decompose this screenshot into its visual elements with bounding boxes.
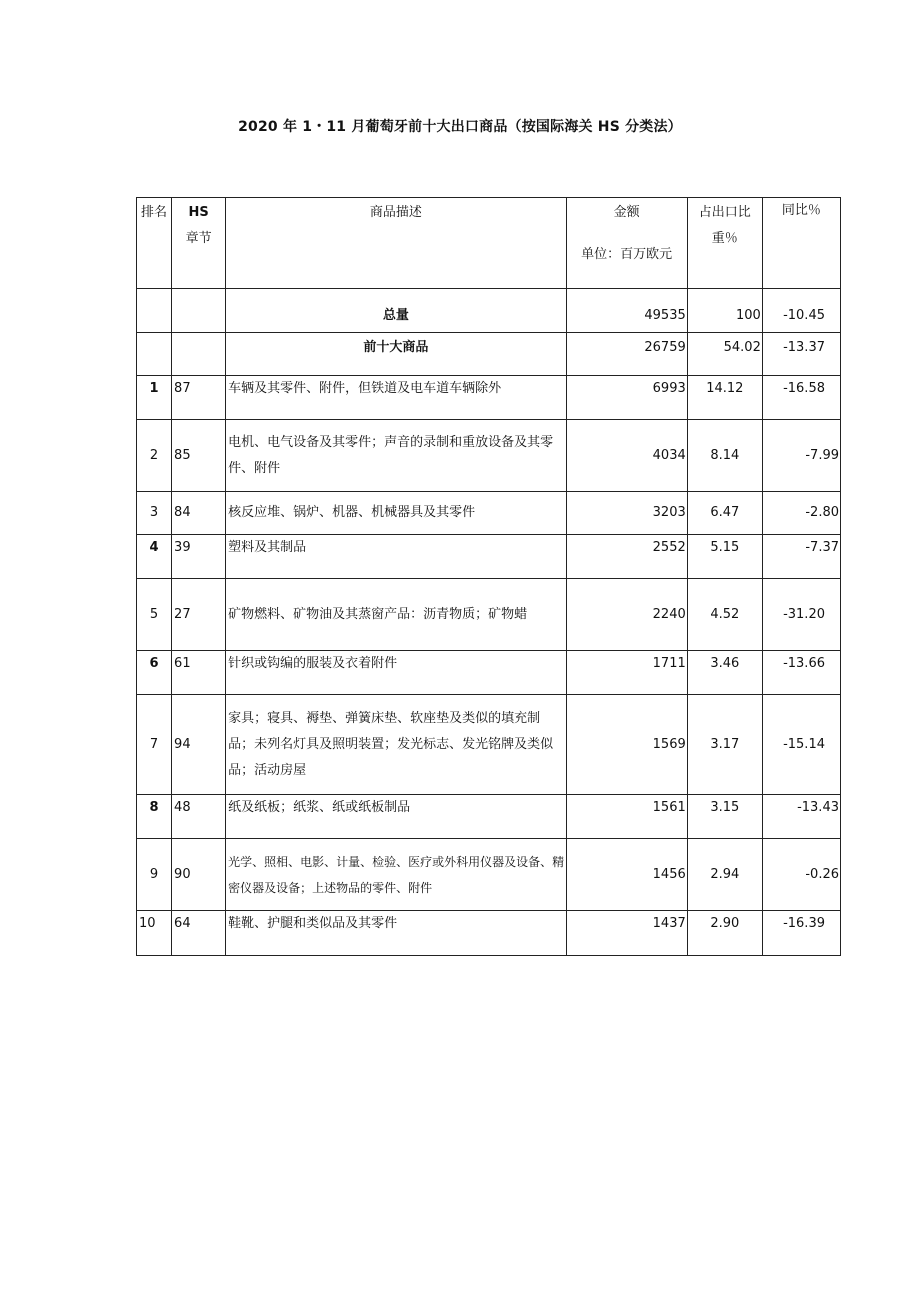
hs-cell: 85 xyxy=(172,420,226,492)
share-cell: 3.15 xyxy=(687,795,762,839)
amount-cell: 1437 xyxy=(566,911,687,956)
table-row xyxy=(137,492,841,535)
share-cell: 4.52 xyxy=(687,579,762,651)
rank-cell: 7 xyxy=(137,695,172,795)
yoy-cell: -16.58 xyxy=(762,376,840,420)
desc-cell: 电机、电气设备及其零件；声音的录制和重放设备及其零件、附件 xyxy=(226,420,566,492)
header-amount-line1: 金额 xyxy=(613,205,640,220)
header-rank: 排名 xyxy=(137,198,172,289)
amount-cell: 1711 xyxy=(566,651,687,695)
share-cell: 3.46 xyxy=(687,651,762,695)
rank-cell: 3 xyxy=(137,492,172,535)
hs-cell: 39 xyxy=(172,535,226,579)
amount-cell: 3203 xyxy=(566,492,687,535)
yoy-cell: -16.39 xyxy=(762,911,840,956)
amount-cell: 4034 xyxy=(566,420,687,492)
desc-cell: 塑料及其制品 xyxy=(226,535,566,579)
hs-cell: 84 xyxy=(172,492,226,535)
total-share: 100 xyxy=(687,289,762,333)
desc-cell: 光学、照相、电影、计量、检验、医疗或外科用仪器及设备、精密仪器及设备；上述物品的零件、附件 xyxy=(226,839,566,911)
share-cell: 5.15 xyxy=(687,535,762,579)
desc-cell: 核反应堆、锅炉、机器、机械器具及其零件 xyxy=(226,492,566,535)
page-title: 2020 年 1・11 月葡萄牙前十大出口商品（按国际海关 HS 分类法） xyxy=(238,119,682,135)
rank-cell: 10 xyxy=(137,911,172,956)
desc-cell: 针织或钩编的服装及衣着附件 xyxy=(226,651,566,695)
hs-cell: 94 xyxy=(172,695,226,795)
table-row xyxy=(137,795,841,839)
share-cell: 2.90 xyxy=(687,911,762,956)
header-hs xyxy=(172,198,226,289)
yoy-cell: -13.43 xyxy=(762,795,840,839)
rank-cell: 5 xyxy=(137,579,172,651)
header-amount xyxy=(566,198,687,289)
top10-label: 前十大商品 xyxy=(226,333,566,376)
header-share xyxy=(687,198,762,289)
share-cell: 6.47 xyxy=(687,492,762,535)
top10-yoy: -13.37 xyxy=(762,333,840,376)
hs-cell: 27 xyxy=(172,579,226,651)
hs-cell: 48 xyxy=(172,795,226,839)
yoy-cell: -0.26 xyxy=(762,839,840,911)
table-row xyxy=(137,651,841,695)
yoy-cell: -2.80 xyxy=(762,492,840,535)
total-yoy: -10.45 xyxy=(762,289,840,333)
yoy-cell: -7.37 xyxy=(762,535,840,579)
rank-cell: 1 xyxy=(137,376,172,420)
amount-cell: 2552 xyxy=(566,535,687,579)
desc-cell: 车辆及其零件、附件，但铁道及电车道车辆除外 xyxy=(226,376,566,420)
share-cell: 14.12 xyxy=(687,376,762,420)
amount-cell: 2240 xyxy=(566,579,687,651)
rank-cell: 9 xyxy=(137,839,172,911)
table-row xyxy=(137,839,841,911)
table-row xyxy=(137,695,841,795)
table-row xyxy=(137,911,841,956)
rank-cell: 2 xyxy=(137,420,172,492)
amount-cell: 1569 xyxy=(566,695,687,795)
hs-cell: 61 xyxy=(172,651,226,695)
top10-share: 54.02 xyxy=(687,333,762,376)
header-hs-line1: HS xyxy=(188,205,209,220)
rank-cell: 8 xyxy=(137,795,172,839)
amount-cell: 1561 xyxy=(566,795,687,839)
table-header-row xyxy=(137,198,841,289)
header-description: 商品描述 xyxy=(226,198,566,289)
share-cell: 2.94 xyxy=(687,839,762,911)
rank-cell: 4 xyxy=(137,535,172,579)
table-row xyxy=(137,579,841,651)
desc-cell: 家具；寝具、褥垫、弹簧床垫、软座垫及类似的填充制品；未列名灯具及照明装置；发光标志、发光铭牌及类似品；活动房屋 xyxy=(226,695,566,795)
header-hs-line2: 章节 xyxy=(185,231,212,246)
yoy-cell: -15.14 xyxy=(762,695,840,795)
total-amount: 49535 xyxy=(566,289,687,333)
share-cell: 8.14 xyxy=(687,420,762,492)
yoy-cell: -31.20 xyxy=(762,579,840,651)
amount-cell: 6993 xyxy=(566,376,687,420)
share-cell: 3.17 xyxy=(687,695,762,795)
desc-cell: 矿物燃料、矿物油及其蒸窗产品：沥青物质；矿物蜡 xyxy=(226,579,566,651)
hs-cell: 64 xyxy=(172,911,226,956)
header-yoy: 同比％ xyxy=(762,198,840,289)
yoy-cell: -7.99 xyxy=(762,420,840,492)
desc-cell: 纸及纸板；纸浆、纸或纸板制品 xyxy=(226,795,566,839)
export-table xyxy=(136,197,841,956)
desc-cell: 鞋靴、护腿和类似品及其零件 xyxy=(226,911,566,956)
header-share-line2: 重％ xyxy=(711,231,738,246)
table-row xyxy=(137,376,841,420)
top10-amount: 26759 xyxy=(566,333,687,376)
table-row-total xyxy=(137,289,841,333)
header-share-line1: 占出口比 xyxy=(698,205,751,220)
table-row xyxy=(137,535,841,579)
hs-cell: 90 xyxy=(172,839,226,911)
table-row-top10 xyxy=(137,333,841,376)
header-amount-line2: 单位：百万欧元 xyxy=(581,247,673,262)
rank-cell: 6 xyxy=(137,651,172,695)
hs-cell: 87 xyxy=(172,376,226,420)
table-row xyxy=(137,420,841,492)
amount-cell: 1456 xyxy=(566,839,687,911)
total-label: 总量 xyxy=(226,289,566,333)
yoy-cell: -13.66 xyxy=(762,651,840,695)
